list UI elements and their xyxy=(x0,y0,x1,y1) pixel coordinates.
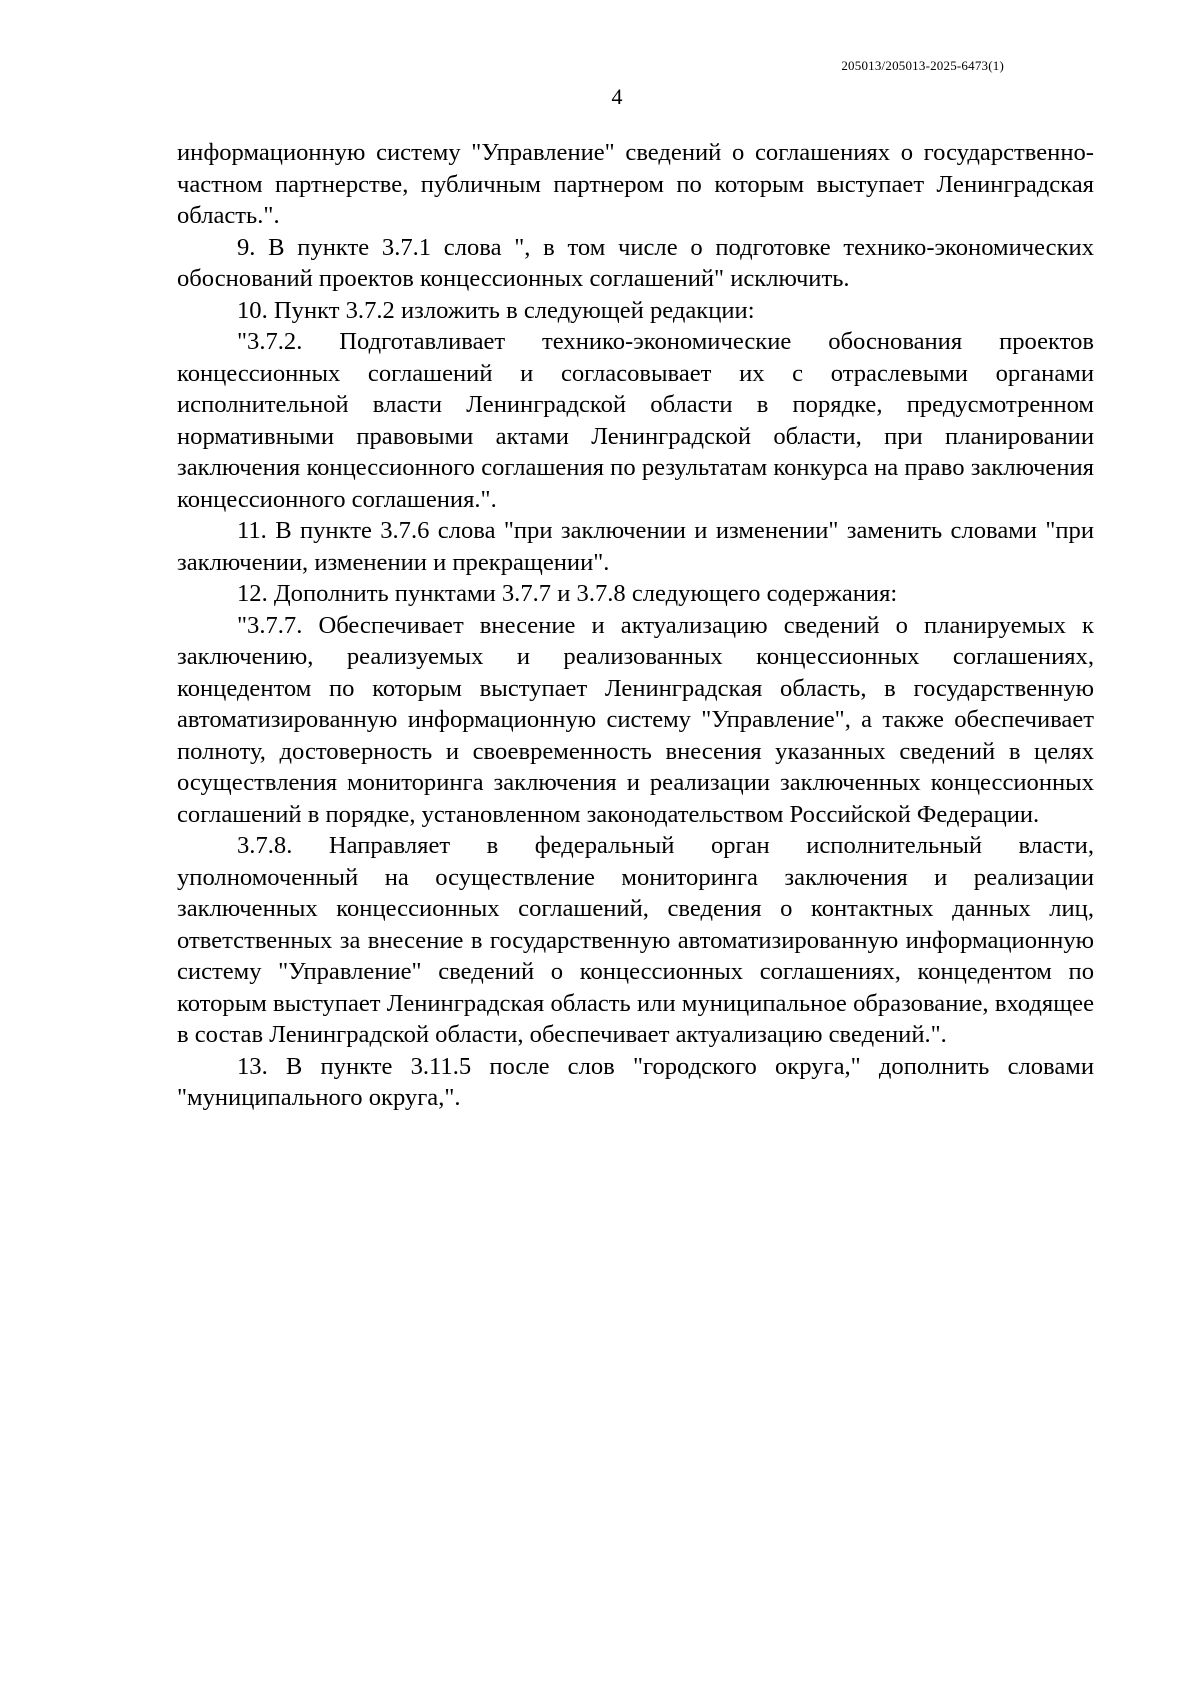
paragraph-item-10: 10. Пункт 3.7.2 изложить в следующей редакции: xyxy=(237,296,755,324)
paragraph-clause-3-7-7: "3.7.7. Обеспечивает внесение и актуализацию сведений о планируемых к заключению, реализуемых и реализованных концессионных соглашениях, концедентом по которым выступает Ленинградская область, в государственную автоматизированную информационную систему "Управление", а также обеспечивает полноту, достоверность и своевременность внесения указанных сведений в целях осуществления мониторинга заключения и реализации заключенных концессионных соглашений в порядке, установленном законодательством Российской Федерации. xyxy=(177,611,1094,828)
paragraph-item-13: 13. В пункте 3.11.5 после слов "городского округа," дополнить словами "муниципального округа,". xyxy=(177,1052,1094,1111)
document-body xyxy=(177,137,1094,1114)
paragraph-continuation: информационную систему "Управление" сведений о соглашениях о государственно-частном партнерстве, публичным партнером по которым выступает Ленинградская область.". xyxy=(177,139,1094,229)
paragraph-item-9: 9. В пункте 3.7.1 слова ", в том числе о подготовке технико-экономических обоснований проектов концессионных соглашений" исключить. xyxy=(177,233,1094,292)
paragraph-clause-3-7-8: 3.7.8. Направляет в федеральный орган исполнительный власти, уполномоченный на осуществление мониторинга заключения и реализации заключенных концессионных соглашений, сведения о контактных данных лиц, ответственных за внесение в государственную автоматизированную информационную систему "Управление" сведений о концессионных соглашениях, концедентом по которым выступает Ленинградская область или муниципальное образование, входящее в состав Ленинградской области, обеспечивает актуализацию сведений.". xyxy=(177,832,1094,1048)
document-registration-number: 205013/205013-2025-6473(1) xyxy=(841,58,1004,73)
paragraph-item-12: 12. Дополнить пунктами 3.7.7 и 3.7.8 следующего содержания: xyxy=(237,580,898,607)
paragraph-item-11: 11. В пункте 3.7.6 слова "при заключении и изменении" заменить словами "при заключении, изменении и прекращении". xyxy=(177,517,1094,576)
page-number: 4 xyxy=(611,84,623,109)
paragraph-clause-3-7-2: "3.7.2. Подготавливает технико-экономические обоснования проектов концессионных соглашений и согласовывает их с отраслевыми органами исполнительной власти Ленинградской области в порядке, предусмотренном нормативными правовыми актами Ленинградской области, при планировании заключения концессионного соглашения по результатам конкурса на право заключения концессионного соглашения.". xyxy=(177,328,1094,513)
